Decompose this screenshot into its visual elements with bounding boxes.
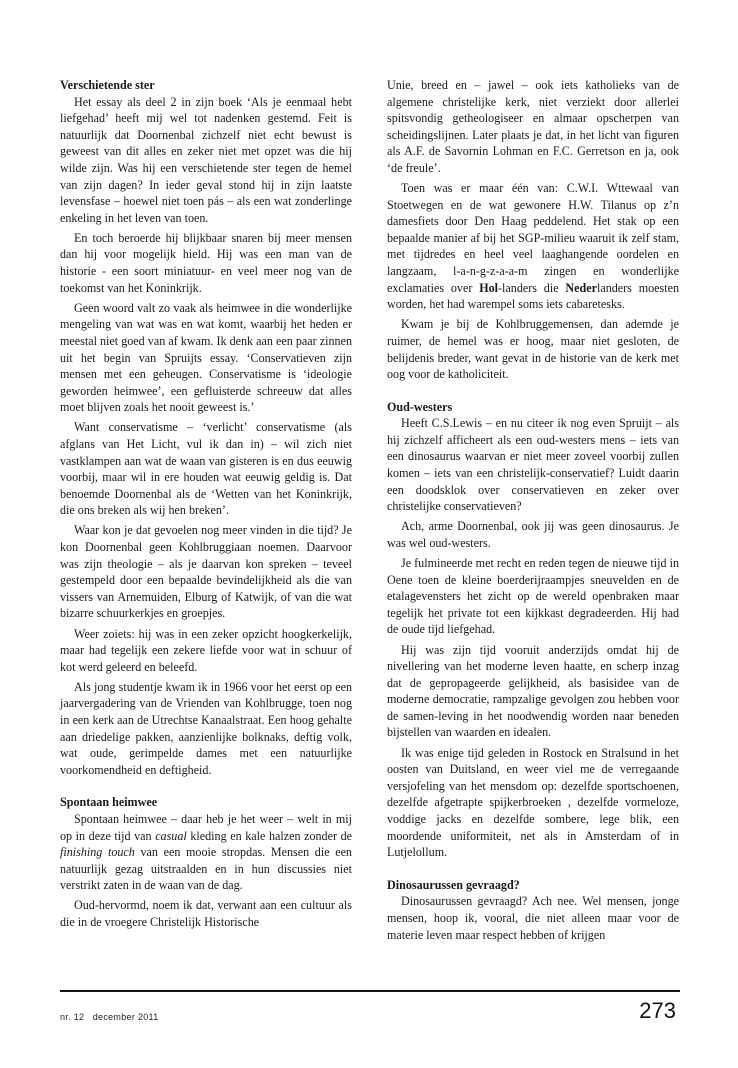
section-heading-dinosaurussen-gevraagd: Dinosaurussen gevraagd?: [387, 877, 520, 892]
paragraph: Want conservatisme – ‘verlicht’ conservatisme (als afglans van Het Licht, vul ik dan in) – wil zich niet vastklampen aan wat de waan van gisteren is en dus eeuwig voorbij, maar wil in ere houden wat eeuwig geldig is. Dat benoemde Doornenbal als de ‘Wetten van het Koninkrijk, die ons breken als wij hen breken’.: [60, 420, 352, 518]
paragraph: Hij was zijn tijd vooruit anderzijds omdat hij de nivellering van het moderne leven haatte, en scherp inzag dat de gepropageerde gelijkheid, als basisidee van de moderne democratie, rampzalige gevolgen zou hebben voor de samen-leving in het noodwendig worden naar beneden bijstellen van waarden en idealen.: [387, 642, 679, 740]
section-heading-verschietende-ster: Verschietende ster: [60, 78, 155, 92]
paragraph: Heeft C.S.Lewis – en nu citeer ik nog even Spruijt – als hij zichzelf afficheert als een oud-westers mens – iets van een dinosaurus waarvan er niet meer zoveel voorbij zullen komen – iets van een christelijk-conservatief? Luidt daarin een doodsklok over conservatieven en zeker over christelijke conservatieven?: [387, 416, 679, 514]
paragraph: Waar kon je dat gevoelen nog meer vinden in die tijd? Je kon Doornenbal geen Kohlbruggiaan noemen. Daarvoor was zijn theologie – als je daarvan kon spreken – teveel gestempeld door een bepaalde bevindelijkheid als die van vissers van Arnemuiden, Elburg of Katwijk, of van die wat bizarre schuurkerkjes en groepjes.: [60, 523, 352, 621]
paragraph: Oud-hervormd, noem ik dat, verwant aan een cultuur als die in de vroegere Christelijk Historische: [60, 898, 352, 929]
text-run: van een mooie stropdas. Mensen die een natuurlijk gezag uitstraalden en in hun discussies niet verstrikt zaten in de waan van de dag.: [60, 845, 352, 893]
bold-term: Neder: [565, 280, 597, 295]
paragraph: Ik was enige tijd geleden in Rostock en Stralsund in het oosten van Duitsland, en weer viel me de verregaande versjofeling van het mensdom op: dezelfde sportschoenen, dezelfde afgetrapte spijkerbroeken , dezelfde vormeloze, voddige jacks en dezelfde sombere, lege blik, een moordende uniformiteit, net als in Amsterdam of in Lutjelollum.: [387, 745, 679, 860]
paragraph: Kwam je bij de Kohlbruggemensen, dan ademde je ruimer, de hemel was er hoog, maar niet gesloten, de belijdenis breder, want gevat in de historie van de kerk met oog voor de katholiciteit.: [387, 317, 679, 382]
italic-term: finishing touch: [60, 845, 135, 860]
section-heading-spontaan-heimwee: Spontaan heimwee: [60, 795, 158, 810]
paragraph: Je fulmineerde met recht en reden tegen de nieuwe tijd in Oene toen de kleine boerderijraampjes sneuvelden en de etalagevensters het zicht op de wereld openbraken maar tegelijk het private tot een kijkkast degradeerden. Hij had de oude tijd liefgehad.: [387, 556, 679, 637]
paragraph: [387, 180, 679, 313]
section-heading-oud-westers: Oud-westers: [387, 399, 453, 414]
footer-divider: [60, 990, 680, 992]
issue-label: nr. 12 december 2011: [60, 1012, 159, 1022]
paragraph: Geen woord valt zo vaak als heimwee in die wonderlijke mengeling van wat was en wat komt, waarbij het heden er meestal niet goed van af kwam. Ik denk aan een paar zinnen uit het begin van Spruijts essay. ‘Conservatieven zijn mensen met een geheugen. Conservatisme is ‘ideologie geworden heimwee’, een gefluisterde schreeuw dat alles moet blijven zoals het nooit geweest is.’: [60, 300, 352, 415]
paragraph: Als jong studentje kwam ik in 1966 voor het eerst op een jaarvergadering van de Vrienden van Kohlbrugge, toen nog in een kerk aan de Utrechtse Kanaalstraat. Een hoog gehalte aan driedelige pakken, aanzienlijke bolknaks, deftig volk, wat oude, gerimpelde dames met een natuurlijke voorkomendheid en deftigheid.: [60, 679, 352, 777]
page-number: 273: [639, 998, 676, 1023]
paragraph: Dinosaurussen gevraagd? Ach nee. Wel mensen, jonge mensen, hoop ik, vooral, die niet alleen maar voor de materie leven maar respect hebben of krijgen: [387, 894, 679, 942]
paragraph: Ach, arme Doornenbal, ook jij was geen dinosaurus. Je was wel oud-westers.: [387, 519, 679, 550]
text-run: kleding en kale halzen zonder de: [186, 828, 352, 843]
right-column: [387, 77, 679, 947]
bold-term: Hol: [479, 280, 499, 295]
text-run: Spontaan heimwee – daar heb je het weer – welt in mij op in deze tijd van: [60, 811, 352, 843]
paragraph: En toch beroerde hij blijkbaar snaren bij meer mensen dan hij voor mogelijk hield. Hij was een man van de historie - een soort miniatuur- en veel meer nog van de toekomst van het Koninkrijk.: [60, 230, 352, 295]
left-column: [60, 77, 352, 934]
text-run: Toen was er maar één van: C.W.I. Wttewaal van Stoetwegen en de wat gewonere H.W. Tilanus op z’n damesfiets door Den Haag peddelend. Het stak op een bepaalde manier af bij het SGP-milieu waaruit ik zelf stam, met tijdredes en heel veel laaghangende oordelen en langzaam, l-a-n-g-z-a-a-m zingen en wonderlijke exclamaties over: [387, 181, 679, 295]
paragraph: Weer zoiets: hij was in een zeker opzicht hoogkerkelijk, maar had tegelijk een zekere liefde voor wat in schuur of kot werd geleerd en beleefd.: [60, 626, 352, 674]
paragraph: [60, 811, 352, 894]
text-run: landers moesten worden, het had warempel soms iets cabaretesks.: [387, 280, 680, 312]
italic-term: casual: [155, 828, 187, 843]
text-run: -landers die: [498, 280, 566, 295]
paragraph: Unie, breed en – jawel – ook iets katholieks van de algemene christelijke kerk, niet verziekt door allerlei spitsvondig getheologiseer en almaar opscherpen van scheidingslijnen. Later plaats je dat, in het licht van figuren als A.F. de Savornin Lohman en F.C. Gerretson en ja, ook ‘de freule’.: [387, 78, 679, 175]
paragraph: Het essay als deel 2 in zijn boek ‘Als je eenmaal hebt liefgehad’ heeft mij wel tot nadenken gestemd. Feit is natuurlijk dat Doornenbal zichzelf niet echt bewust is geweest van dit alles en zeker niet met opzet was die hij wilde zijn. Was hij een verschietende ster tegen de hemel van zijn dagen? In ieder geval stond hij in zijn laatste levensfase – hoewel niet toen pás – als een wat zonderlinge enkeling in het leven van toen.: [60, 94, 352, 225]
